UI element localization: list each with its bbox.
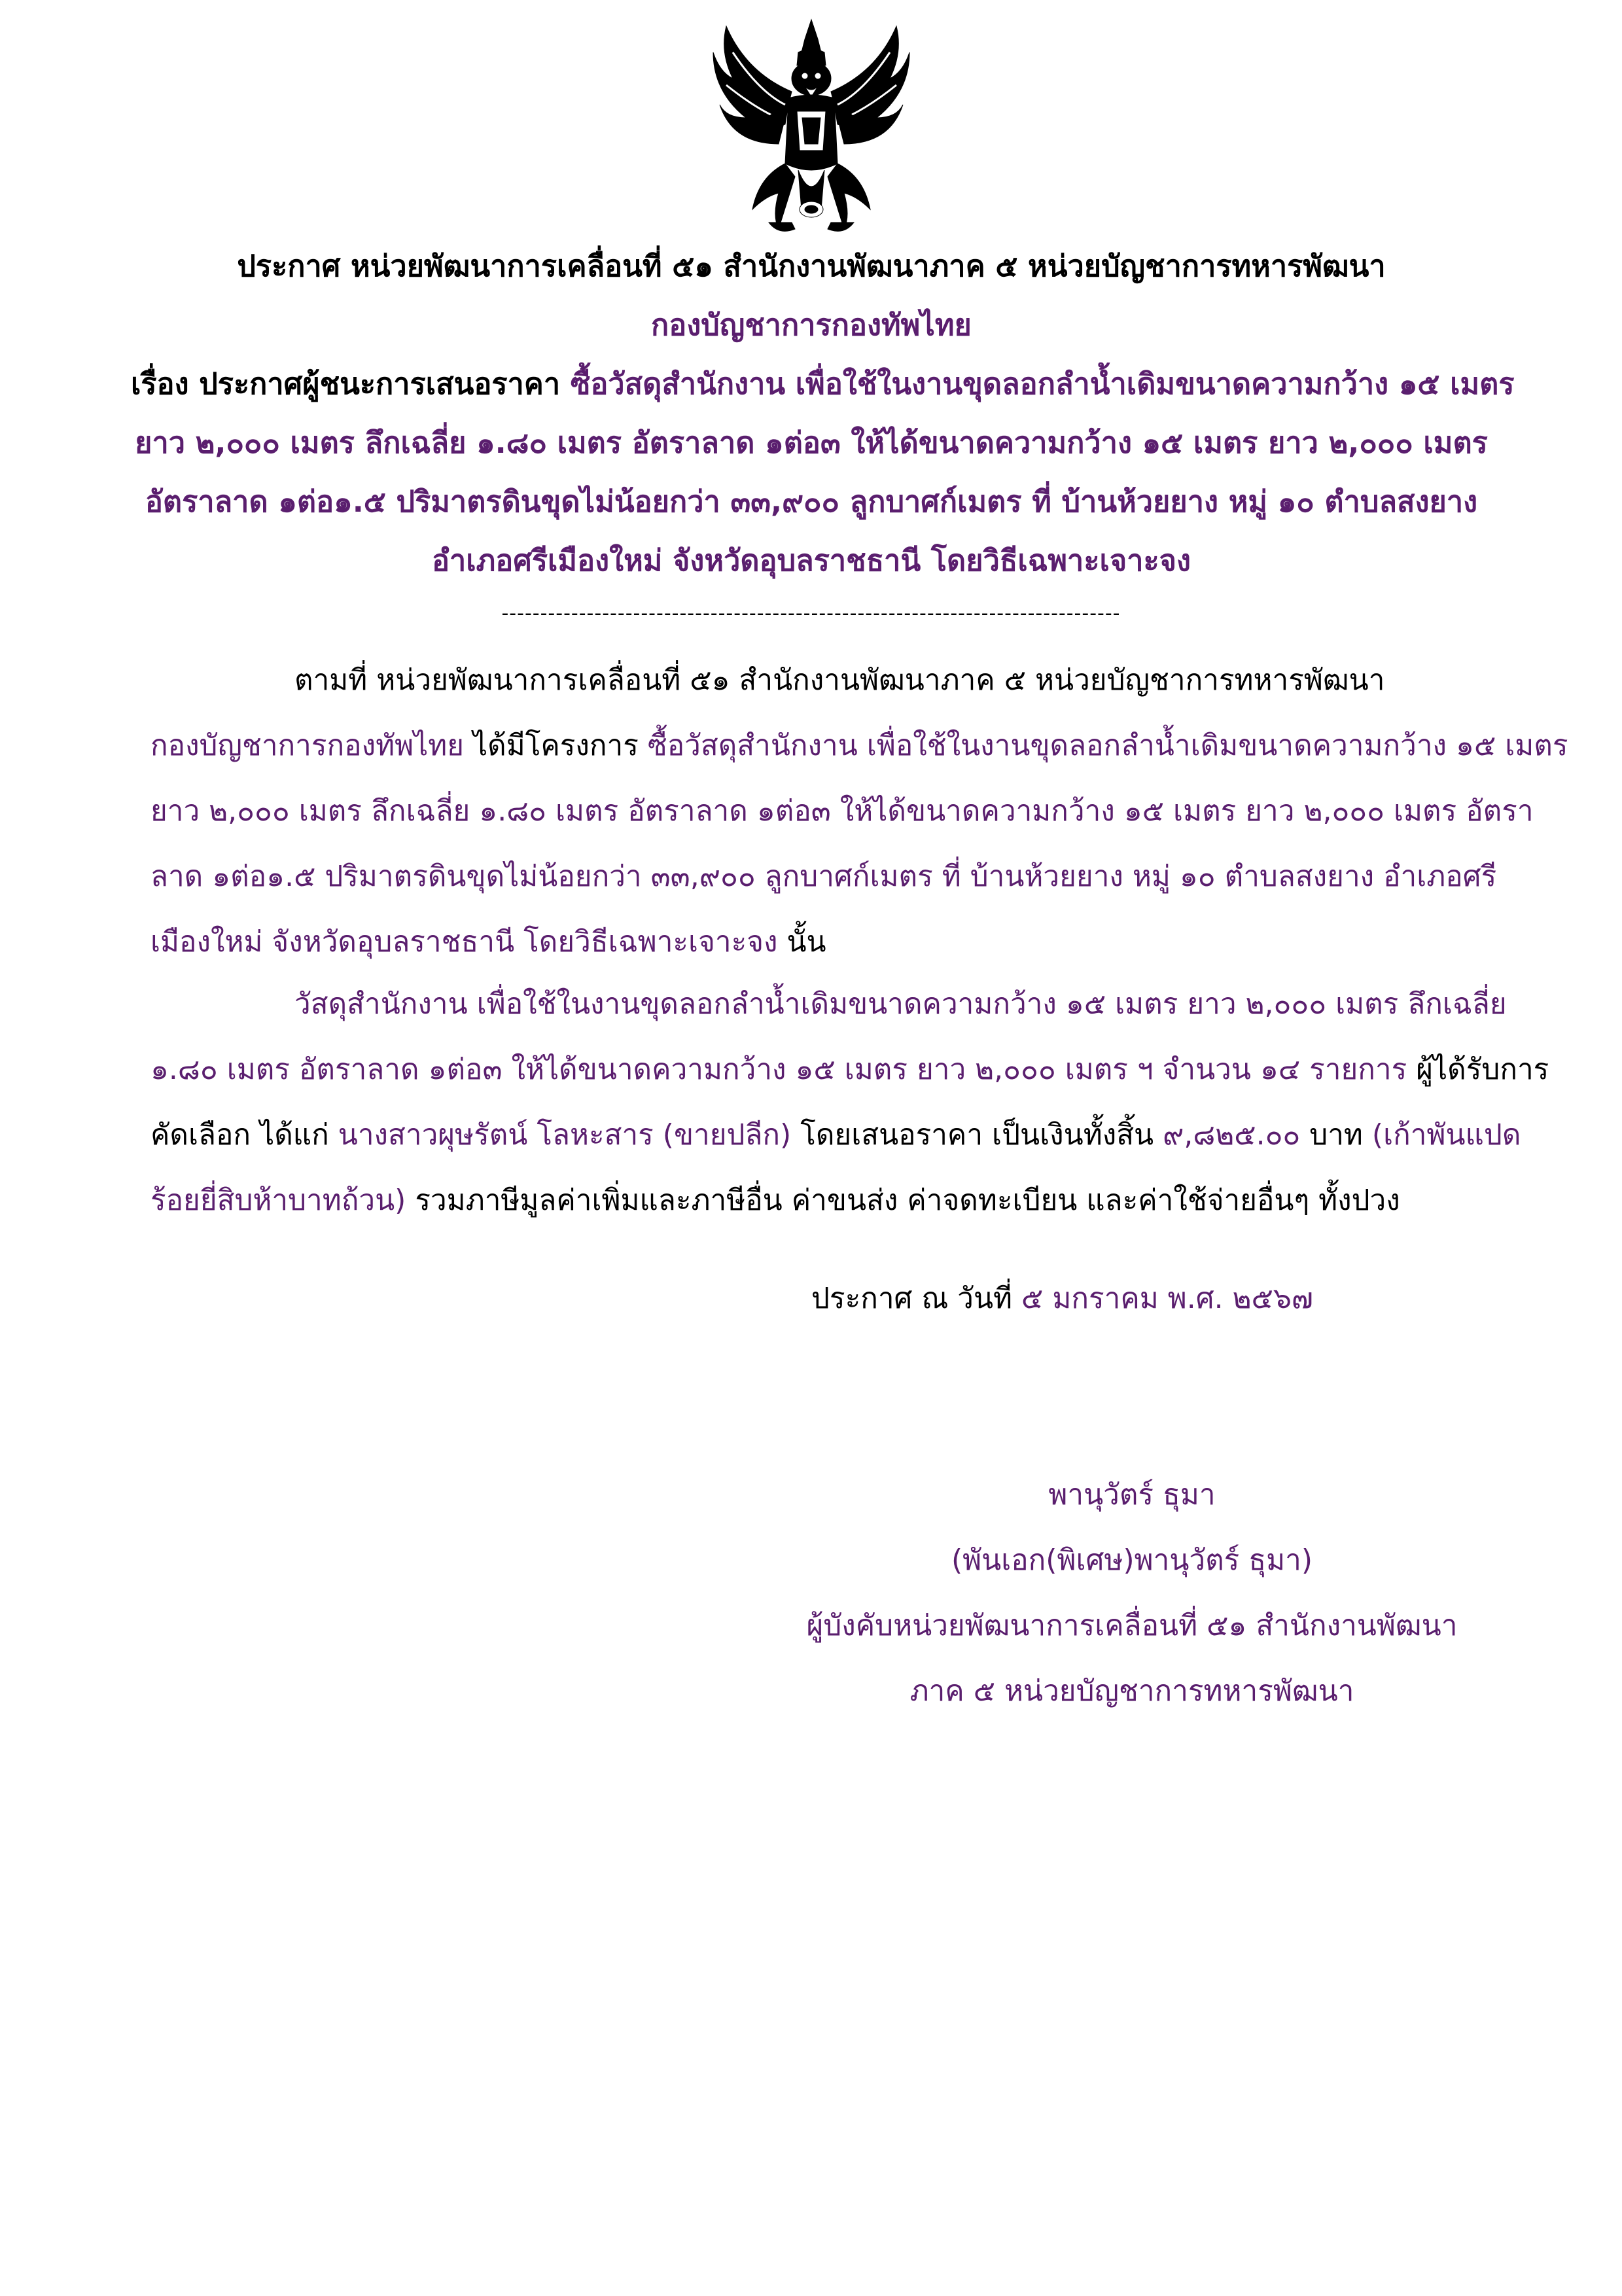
date-value: ๕ มกราคม พ.ศ. ๒๕๖๗ [1021,1282,1313,1315]
item-text: ๑.๘๐ เมตร อัตราลาด ๑ต่อ๓ ให้ได้ขนาดความกว้าง ๑๕ เมตร ยาว ๒,๐๐๐ เมตร ฯ จำนวน ๑๔ รายการ [150,1053,1407,1086]
price-words: (เก้าพันแปด [1371,1118,1521,1152]
connector-text: ได้มีโครงการ [464,729,648,762]
ending-text: นั้น [777,925,826,959]
price-words: ร้อยยี่สิบห้าบาทถ้วน) [150,1184,406,1217]
announcement-agency: กองบัญชาการกองทัพไทย [651,308,972,342]
paragraph-line [150,726,1568,766]
paragraph-line [150,923,1485,962]
winner-name: นางสาวผุษรัตน์ โลหะสาร (ขายปลีก) [338,1118,792,1152]
connector-text: รวมภาษีมูลค่าเพิ่มและภาษีอื่น ค่าขนส่ง ค่าจดทะเบียน และค่าใช้จ่ายอื่นๆ ทั้งปวง [406,1184,1400,1217]
garuda-emblem-icon [707,13,916,242]
subject-line: ยาว ๒,๐๐๐ เมตร ลึกเฉลี่ย ๑.๘๐ เมตร อัตราลาด ๑ต่อ๓ ให้ได้ขนาดความกว้าง ๑๕ เมตร ยาว ๒,๐๐๐ เมตร [135,425,1488,460]
paragraph-line [150,1181,1485,1220]
paragraph-line: วัสดุสำนักงาน เพื่อใช้ในงานขุดลอกลำน้ำเดิมขนาดความกว้าง ๑๕ เมตร ยาว ๒,๐๐๐ เมตร ลึกเฉลี่ย [294,987,1507,1021]
subject-text: ซื้อวัสดุสำนักงาน เพื่อใช้ในงานขุดลอกลำน้ำเดิมขนาดความกว้าง ๑๕ เมตร [570,366,1515,401]
location-text: เมืองใหม่ จังหวัดอุบลราชธานี โดยวิธีเฉพาะเจาะจง [150,925,778,959]
paragraph-line: ตามที่ หน่วยพัฒนาการเคลื่อนที่ ๕๑ สำนักงานพัฒนาภาค ๕ หน่วยบัญชาการทหารพัฒนา [294,663,1385,697]
connector-text: ผู้ได้รับการ [1407,1053,1549,1086]
subject-prefix: เรื่อง ประกาศผู้ชนะการเสนอราคา [131,366,561,401]
connector-text: คัดเลือก ได้แก่ [150,1118,338,1152]
project-text: ซื้อวัสดุสำนักงาน เพื่อใช้ในงานขุดลอกลำน้ำเดิมขนาดความกว้าง ๑๕ เมตร [647,729,1568,762]
paragraph-line: ลาด ๑ต่อ๑.๕ ปริมาตรดินขุดไม่น้อยกว่า ๓๓,๙๐๐ ลูกบาศก์เมตร ที่ บ้านห้วยยาง หมู่ ๑๐ ตำบลสงยาง อำเภอศรี [150,860,1497,893]
subject-line: อำเภอศรีเมืองใหม่ จังหวัดอุบลราชธานี โดยวิธีเฉพาะเจาะจง [431,543,1191,578]
paragraph-line [150,1116,1521,1155]
announcement-title: ประกาศ หน่วยพัฒนาการเคลื่อนที่ ๕๑ สำนักงานพัฒนาภาค ๕ หน่วยบัญชาการทหารพัฒนา [237,249,1386,283]
date-label: ประกาศ ณ วันที่ [811,1282,1022,1315]
price-value: ๙,๘๒๕.๐๐ [1163,1118,1301,1152]
signature-position: ผู้บังคับหน่วยพัฒนาการเคลื่อนที่ ๕๑ สำนักงานพัฒนา [806,1609,1458,1642]
subject-line: อัตราลาด ๑ต่อ๑.๕ ปริมาตรดินขุดไม่น้อยกว่า ๓๓,๙๐๐ ลูกบาศก์เมตร ที่ บ้านห้วยยาง หมู่ ๑๐ ตำบลสงยาง [145,484,1478,519]
paragraph-line: ยาว ๒,๐๐๐ เมตร ลึกเฉลี่ย ๑.๘๐ เมตร อัตราลาด ๑ต่อ๓ ให้ได้ขนาดความกว้าง ๑๕ เมตร ยาว ๒,๐๐๐ เมตร อัตรา [150,794,1534,828]
announcement-subject [131,355,1515,414]
currency-text: บาท [1300,1118,1372,1152]
agency-text: กองบัญชาการกองทัพไทย [150,729,464,762]
announcement-date [811,1279,1466,1318]
paragraph-line [150,1050,1549,1089]
signature-name: พานุวัตร์ ธุมา [1048,1478,1216,1511]
connector-text: โดยเสนอราคา เป็นเงินทั้งสิ้น [791,1118,1163,1152]
separator-line: -------------------------------------------------------------------------------- [501,602,1121,625]
signature-position: ภาค ๕ หน่วยบัญชาการทหารพัฒนา [909,1674,1354,1708]
signature-full-name: (พันเอก(พิเศษ)พานุวัตร์ ธุมา) [951,1544,1313,1577]
